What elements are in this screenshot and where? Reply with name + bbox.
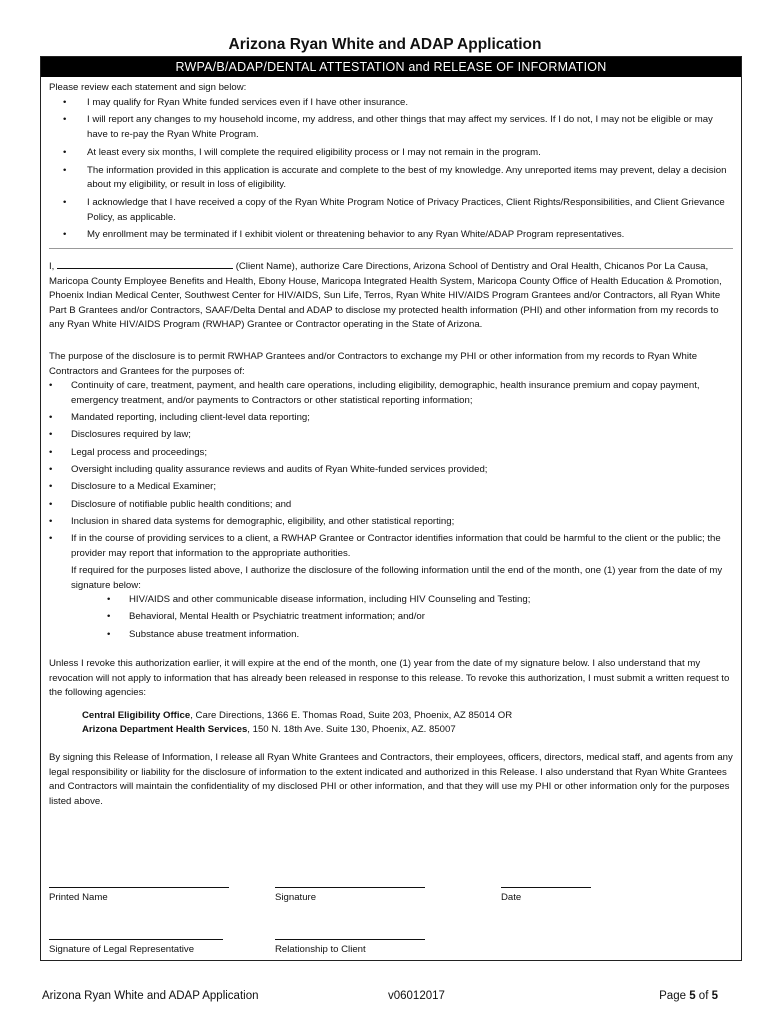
agency-list	[49, 709, 733, 738]
disclosure-list	[49, 593, 733, 642]
date-label: Date	[501, 892, 522, 903]
purpose-item: • Inclusion in shared data systems for demographic, eligibility, and other statistical reporting;	[49, 515, 733, 530]
attestation-item: • My enrollment may be terminated if I exhibit violent or threatening behavior to any Ryan White/ADAP Program representatives.	[49, 228, 733, 243]
disclosure-item: • HIV/AIDS and other communicable disease information, including HIV Counseling and Testing;	[49, 593, 733, 608]
disclosure-item: • Substance abuse treatment information.	[49, 628, 733, 643]
agency-item	[82, 723, 733, 738]
release-paragraph: By signing this Release of Information, I release all Ryan White Grantees and Contractors, their employees, officers, directors, medical staff, and agents from any legal responsibility or liability for the disclosure of information to the extent indicated and authorized in this Release. I also understand that Ryan White Grantees and Contractors will maintain the confidentiality of my disclosed PHI or other information, and that they will use my PHI or other information only for the purposes listed above.	[49, 751, 733, 807]
form-frame	[40, 56, 742, 961]
attestation-item: • The information provided in this application is accurate and complete to the best of my knowledge. Any unreported items may prevent, delay a decision about my eligibility, or result in loss of eligibility.	[49, 164, 733, 193]
agency-name: Central Eligibility Office	[82, 709, 191, 721]
purpose-item: • Disclosures required by law;	[49, 428, 733, 443]
purpose-item: • Mandated reporting, including client-level data reporting;	[49, 411, 733, 426]
printed-name-label: Printed Name	[49, 892, 108, 903]
legal-rep-signature-field[interactable]	[49, 939, 223, 955]
purpose-item: • Legal process and proceedings;	[49, 446, 733, 461]
attestation-item: • At least every six months, I will complete the required eligibility process or I may not remain in the program.	[49, 146, 733, 161]
purpose-item: • Continuity of care, treatment, payment, and health care operations, including eligibility, demographic, health insurance premium and copay payment, emergency treatment, and/or payments to Contractors or other statistical reporting information;	[49, 379, 733, 408]
relationship-label: Relationship to Client	[275, 944, 366, 955]
authorization-prefix: I,	[49, 261, 55, 273]
agency-name: Arizona Department Health Services	[82, 724, 248, 736]
signature-row-2	[49, 939, 729, 969]
authorization-text: (Client Name), authorize Care Directions, Arizona School of Dentistry and Oral Health, Chicanos Por La Causa, Maricopa County Employee Benefits and Health, Ebony House, Maricopa Integrated Health System, Maricopa County Office of Health Education & Promotion, Phoenix Indian Medical Center, Southwest Center for HIV/AIDS, Sun Life, Terros, Ryan White HIV/AIDS Program Grantees and/or Contractors, all Ryan White Part B Grantees and/or Contractors, SAAF/Delta Dental and ADAP to disclose my protected health information (PHI) and other information from my records to any Ryan White HIV/AIDS Program (RWHAP) Grantee or Contractor operating in the State of Arizona.	[49, 261, 722, 331]
client-name-field[interactable]	[57, 258, 233, 269]
attestation-list	[49, 96, 733, 249]
attestation-item: • I will report any changes to my household income, my address, and other things that may affect my services. If I do not, I may not be eligible or may have to re-pay the Ryan White Program.	[49, 113, 733, 142]
agency-address: , Care Directions, 1366 E. Thomas Road, Suite 203, Phoenix, AZ 85014 OR	[190, 709, 513, 721]
disclosure-item: • Behavioral, Mental Health or Psychiatric treatment information; and/or	[49, 610, 733, 625]
agency-address: , 150 N. 18th Ave. Suite 130, Phoenix, AZ. 85007	[247, 724, 456, 736]
purpose-item: • Oversight including quality assurance reviews and audits of Ryan White-funded services provided;	[49, 463, 733, 478]
purpose-list	[49, 379, 733, 561]
document-title: Arizona Ryan White and ADAP Application	[228, 36, 542, 53]
date-field[interactable]	[501, 887, 591, 903]
signature-field[interactable]	[275, 887, 425, 903]
purpose-item	[49, 532, 733, 561]
form-content	[41, 77, 741, 809]
purpose-item: • Disclosure to a Medical Examiner;	[49, 480, 733, 495]
legal-rep-label: Signature of Legal Representative	[49, 944, 195, 955]
footer-version: v06012017	[388, 990, 445, 1002]
agency-item	[82, 709, 733, 724]
footer-title: Arizona Ryan White and ADAP Application	[42, 990, 259, 1002]
page-number: Page 5 of 5	[659, 990, 718, 1002]
attestation-item: • I acknowledge that I have received a copy of the Ryan White Program Notice of Privacy Practices, Client Rights/Responsibilities, and Client Grievance Policy, as applicable.	[49, 196, 733, 225]
signature-row-1	[49, 887, 729, 917]
disclosure-intro: If required for the purposes listed above, I authorize the disclosure of the following information until the end of the month, one (1) year from the date of my signature below:	[71, 564, 723, 591]
revocation-paragraph: Unless I revoke this authorization earlier, it will expire at the end of the month, one (1) year from the date of my signature below. I also understand that my revocation will not apply to information that has already been released in response to this release. To revoke this authorization, I must submit a written request to the following agencies:	[49, 657, 730, 699]
signature-label: Signature	[275, 892, 317, 903]
purpose-item-text: If in the course of providing services to a client, a RWHAP Grantee or Contractor identifies information that could be harmful to the client or the public; the provider may report that information to the appropriate authorities.	[71, 533, 721, 559]
printed-name-field[interactable]	[49, 887, 229, 903]
purpose-intro: The purpose of the disclosure is to permit RWHAP Grantees and/or Contractors to exchange my PHI or other information from my records to Ryan White Contractors and Grantees for the purposes of:	[49, 351, 698, 377]
attestation-item: • I may qualify for Ryan White funded services even if I have other insurance.	[49, 96, 733, 111]
authorization-paragraph	[49, 258, 733, 333]
intro-text: Please review each statement and sign below:	[49, 82, 247, 93]
purpose-item: • Disclosure of notifiable public health conditions; and	[49, 498, 733, 513]
section-banner: RWPA/B/ADAP/DENTAL ATTESTATION and RELEASE OF INFORMATION	[41, 57, 741, 77]
relationship-field[interactable]	[275, 939, 425, 955]
